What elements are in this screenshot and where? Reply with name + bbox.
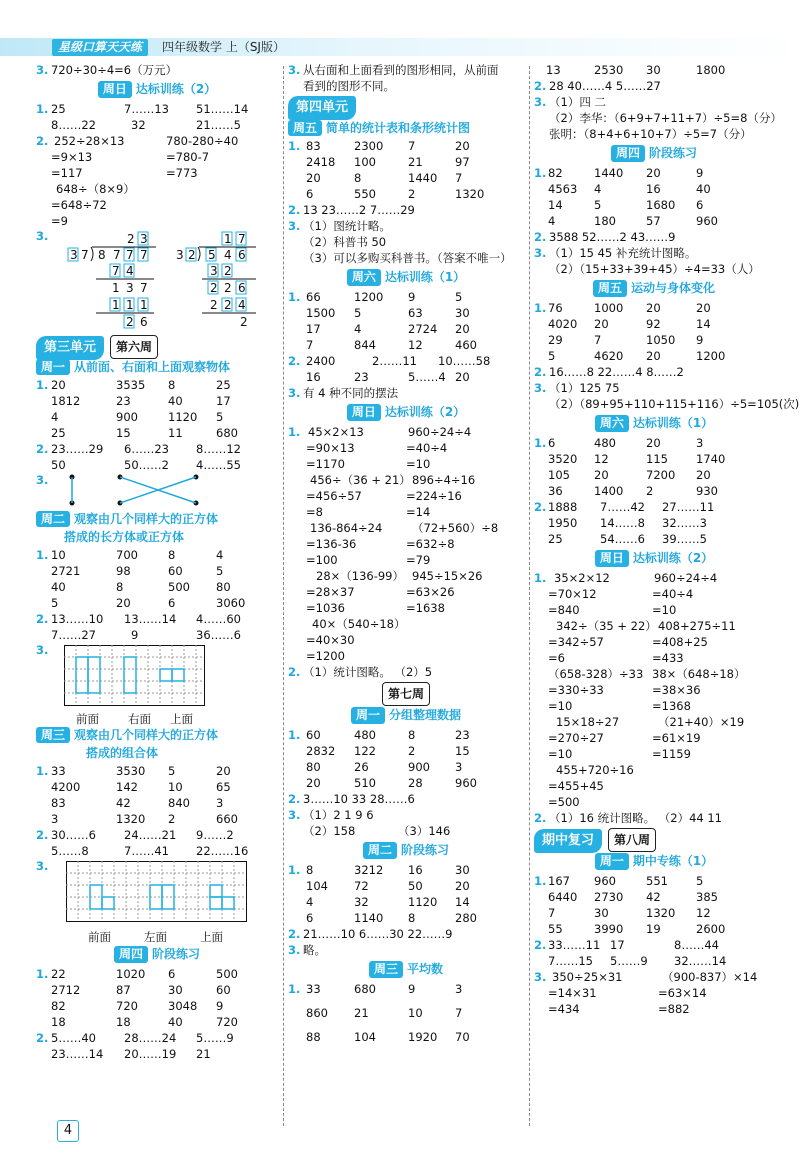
answer-row: 14 5 1680 6 <box>548 198 704 212</box>
svg-text:4: 4 <box>126 264 134 278</box>
answer-row: 1. 25 7……13 51……14 <box>36 102 249 116</box>
svg-text:3: 3 <box>126 281 134 295</box>
answer-row: =330÷33 =38×36 <box>548 683 701 697</box>
answer-row: =9 <box>51 214 68 228</box>
view-label: 上面 <box>170 712 193 726</box>
answer-row: 7……27 9 36……6 <box>51 628 241 642</box>
answer-row: 1. 33 680 9 3 <box>288 982 463 996</box>
answer-row: 17 4 2724 20 <box>306 322 470 336</box>
answer-row: 13 2530 30 1800 <box>546 63 726 77</box>
answer-row: 4 900 1120 5 <box>51 410 224 424</box>
answer-row: 36 1400 2 930 <box>548 484 718 498</box>
answer-row: =456÷57 =224÷16 <box>306 489 462 503</box>
answer-text: 略。 <box>303 943 326 957</box>
grid-views-figure: 3. 前面 右面 上面 <box>36 643 278 725</box>
answer-text: （1）统计图略。 （2）5 <box>303 665 433 679</box>
svg-text:3: 3 <box>176 248 184 262</box>
answer-text: 3……10 33 28……6 <box>303 792 415 806</box>
svg-text:3: 3 <box>210 264 218 278</box>
svg-text:7: 7 <box>112 264 120 278</box>
answer-row: =8 =14 <box>306 505 431 519</box>
answer-text: 720÷30÷4=6（万元） <box>51 63 178 77</box>
answer-text: 从右面和上面看到的图形相同，从前面 <box>303 63 499 77</box>
answer-row: =1200 <box>306 649 345 663</box>
svg-text:5: 5 <box>208 248 216 262</box>
svg-text:2: 2 <box>127 232 135 246</box>
answer-row: 20 510 28 960 <box>306 776 477 790</box>
section-heading: 周四 阶段练习 <box>607 145 701 162</box>
answer-row: =90×13 =40÷4 <box>306 441 448 455</box>
answer-row: 82 720 3048 9 <box>51 999 224 1013</box>
grid-views-diagram <box>66 861 266 927</box>
answer-row: 28×（136-99） 945÷15×26 <box>316 569 483 583</box>
answer-row: =28×37 =63×26 <box>306 585 455 599</box>
answer-row: 5 20 6 3060 <box>51 596 246 610</box>
long-division-diagram <box>36 229 276 333</box>
answer-row: 2. 13……10 13……14 4……60 <box>36 612 241 626</box>
answer-row: 1. 10 700 8 4 <box>36 548 224 562</box>
unit-heading: 第四单元 <box>288 96 524 118</box>
page-header <box>0 0 800 62</box>
answer-row: 2. 33……11 17 8……44 <box>534 938 719 952</box>
answer-row: 455+720÷16 <box>556 763 634 777</box>
answer-row: 88 104 1920 70 <box>306 1030 470 1044</box>
answer-row: =100 =79 <box>306 553 431 567</box>
svg-text:3: 3 <box>70 248 78 262</box>
answer-row: （658-328）÷33 38×（648÷18） <box>548 667 746 681</box>
answer-row: =270÷27 =61×19 <box>548 731 701 745</box>
svg-text:6: 6 <box>238 281 246 295</box>
answer-row: =10 =1368 <box>548 699 691 713</box>
answer-row: 1. 83 2300 7 20 <box>288 139 470 153</box>
answer-row: 1. 35×2×12 960÷24÷4 <box>534 571 718 585</box>
answer-row: =10 =1159 <box>548 747 691 761</box>
answer-row: 1. 82 1440 20 9 <box>534 166 704 180</box>
answer-text: （1）四 二 <box>549 95 606 109</box>
svg-text:7: 7 <box>140 248 148 262</box>
svg-text:1: 1 <box>112 281 120 295</box>
answer-row: 15×18÷27 （21+40）×19 <box>556 715 745 729</box>
svg-text:1: 1 <box>140 298 148 312</box>
answer-text: 16……8 22……4 8……2 <box>549 365 684 379</box>
answer-row: 1. 76 1000 20 20 <box>534 301 711 315</box>
section-heading: 周一 从前面、右面和上面观察物体 <box>36 359 278 375</box>
answer-row: 3 1320 2 660 <box>51 812 238 826</box>
answer-row: 2832 122 2 15 <box>306 744 470 758</box>
page-number: 4 <box>57 1120 79 1142</box>
answer-row: 1. 8 3212 16 30 <box>288 863 470 877</box>
column-divider <box>529 66 530 1126</box>
section-heading: 周三 平均数 <box>365 961 447 978</box>
long-division-figures: 3. 2 3 3 7 8 7 7 7 7 4 1 3 7 1 1 1 2 6 1 7 3 2 5 4 6 3 2 2 2 6 2 2 4 2 <box>36 229 278 333</box>
answer-text: （2）李华：（6+9+7+11+7）÷5=8（分） <box>549 111 782 125</box>
answer-row: 4 180 57 960 <box>548 214 718 228</box>
svg-text:7: 7 <box>238 232 246 246</box>
answer-row: 5 4620 20 1200 <box>548 349 726 363</box>
book-subtitle: 四年级数学 上（SJ版） <box>162 40 285 54</box>
answer-row: =70×12 =40÷4 <box>548 587 694 601</box>
answer-text: 21……10 6……30 22……9 <box>303 927 453 941</box>
answer-row: 83 42 840 3 <box>51 796 224 810</box>
answer-row: 29 7 1050 9 <box>548 333 704 347</box>
section-heading: 周五 运动与身体变化 <box>589 280 719 297</box>
answer-row: 25 54……6 39……5 <box>548 532 707 546</box>
view-label: 上面 <box>200 930 223 944</box>
answer-row: =14×31 =63×14 <box>548 986 707 1000</box>
answer-row: 860 21 10 7 <box>306 1006 463 1020</box>
svg-text:2: 2 <box>210 281 218 295</box>
answer-column-1: 3. 720÷30÷4=6（万元） 周日 达标训练（2） 1. 25 7……13 51……14 8……22 32 21……5 2. 252÷28×13 780-280÷40 =9×13 =780-7 =117 =773 648÷（8×9） =648÷72 =9 3. 2 3 3 7 8 7 7 7 7 4 1 3 7 1 1 1 2 6 1 7 3 2 5 4 6 3 2 2 2 6 2 2 4 2 第三单元 第六周 周一 从前面、右面和上面观察物体 1. 20 3535 8 25 1812 23 40 17 4 900 1120 5 25 15 11 680 2. 23……29 6……23 8……12 50 50……2 4……55 3. 周二 观察由几个同样大的正方体 搭成的长方体或正方体 1. 10 700 8 4 2721 98 60 5 40 8 500 80 5 20 6 3060 2. 13……10 13……14 4……60 7……27 9 36……6 3. 前面 右面 上面 周三 观察由几个同样大的正方体 搭成的组合体 1. 33 3530 5 20 4200 142 10 65 83 42 840 3 3 1320 2 660 2. 30……6 24……21 9……2 5……8 7……41 22……16 3. 前面 左面 上面 周四 阶段练习 1. 22 1020 6 500 2712 87 30 60 82 720 3048 9 18 18 40 720 2. 5……40 28……24 5……9 23……14 20……19 21 <box>36 62 278 1062</box>
svg-text:4: 4 <box>224 248 232 262</box>
answer-row: 1. 60 480 8 23 <box>288 728 470 742</box>
answer-row: 40×（540÷18） <box>312 617 406 631</box>
svg-text:7: 7 <box>81 248 89 262</box>
section-heading-line2: 搭成的长方体或正方体 <box>64 530 185 544</box>
answer-text: （2）科普书 50 <box>303 235 387 249</box>
answer-row: 8……22 32 21……5 <box>51 118 241 132</box>
answer-row: =1170 =10 <box>306 457 431 471</box>
matching-figure: 3. <box>36 473 278 509</box>
answer-text: （2）（15+33+39+45）÷4=33（人） <box>549 262 760 276</box>
answer-row: 105 20 7200 20 <box>548 468 711 482</box>
answer-row: 5……8 7……41 22……16 <box>51 844 249 858</box>
answer-row: 2. 252÷28×13 780-280÷40 <box>36 134 239 148</box>
svg-text:2: 2 <box>240 315 248 329</box>
answer-row: 50 50……2 4……55 <box>51 458 241 472</box>
grid-views-diagram <box>64 645 244 709</box>
answer-row: =1036 =1638 <box>306 601 445 615</box>
answer-text: （1）图统计略。 <box>303 219 391 233</box>
brand-label: 星级口算天天练 <box>52 39 148 56</box>
answer-text: （1）125 75 <box>549 381 620 395</box>
column-divider <box>283 66 284 1126</box>
answer-row: 1. 20 3535 8 25 <box>36 378 231 392</box>
answer-row: 6 550 2 1320 <box>306 187 485 201</box>
view-label: 前面 <box>88 930 111 944</box>
week-heading: 第七周 <box>288 682 524 704</box>
answer-row: =117 =773 <box>51 166 198 180</box>
answer-row: 1812 23 40 17 <box>51 394 231 408</box>
answer-row: 4563 4 16 40 <box>548 182 711 196</box>
answer-row: 1. 33 3530 5 20 <box>36 764 231 778</box>
answer-row: 136-864÷24 （72+560）÷8 <box>310 521 499 535</box>
section-heading: 周日 达标训练（2） <box>343 404 469 421</box>
answer-row: 6 1140 8 280 <box>306 911 477 925</box>
answer-row: 7……15 5……9 32……14 <box>548 954 727 968</box>
section-heading: 周四 阶段练习 <box>110 946 204 963</box>
unit-heading: 第三单元 第六周 <box>36 335 278 357</box>
answer-row: 2. 23……29 6……23 8……12 <box>36 442 241 456</box>
section-heading: 周日 达标训练（2） <box>94 81 220 98</box>
answer-row: =136-36 =632÷8 <box>306 537 455 551</box>
answer-row: 20 8 1440 7 <box>306 171 463 185</box>
section-heading: 周五 简单的统计表和条形统计图 <box>288 120 524 136</box>
section-heading: 周二 阶段练习 <box>359 842 453 859</box>
answer-row: 6440 2730 42 385 <box>548 890 718 904</box>
section-heading: 周六 达标训练（1） <box>343 269 469 286</box>
answer-row: 2. 30……6 24……21 9……2 <box>36 828 234 842</box>
answer-row: 7 844 12 460 <box>306 338 477 352</box>
view-label: 前面 <box>76 712 99 726</box>
answer-row: 23……14 20……19 21 <box>51 1047 211 1061</box>
answer-text: （3）可以多购买科普书。（答案不唯一） <box>303 251 512 265</box>
answer-row: 2712 87 30 60 <box>51 983 231 997</box>
svg-text:2: 2 <box>224 264 232 278</box>
answer-row: =648÷72 <box>51 198 107 212</box>
section-heading: 周二 观察由几个同样大的正方体 <box>36 511 278 527</box>
view-label: 右面 <box>128 712 151 726</box>
answer-row: =6 =433 <box>548 651 684 665</box>
answer-row: 80 26 900 3 <box>306 760 463 774</box>
svg-text:2: 2 <box>188 248 196 262</box>
answer-row: =455+45 <box>548 779 604 793</box>
answer-text: （1）15 45 补充统计图略。 <box>549 246 697 260</box>
answer-row: 7 30 1320 12 <box>548 906 711 920</box>
answer-column-3: 13 2530 30 1800 2. 28 40……4 5……27 3. （1）四 二 （2）李华：（6+9+7+11+7）÷5=8（分） 张明：（8+4+6+10+7）÷5=7（分） 周四 阶段练习 1. 82 1440 20 9 4563 4 16 40 14 5 1680 6 4 180 57 960 2. 3588 52……2 43……9 3. （1）15 45 补充统计图略。 （2）（15+33+39+45）÷4=33（人） 周五 运动与身体变化 1. 76 1000 20 20 4020 20 92 14 29 7 1050 9 5 4620 20 1200 2. 16……8 22……4 8……2 3. （1）125 75 （2）（89+95+110+115+116）÷5=105(次) 周六 达标训练（1） 1. 6 480 20 3 3520 12 115 1740 105 20 7200 20 36 1400 2 930 2. 1888 7……42 27……11 1950 14……8 32……3 25 54……6 39……5 周日 达标训练（2） 1. 35×2×12 960÷24÷4 =70×12 =40÷4 =840 =10 342÷（35 + 22） 408+275÷11 =342÷57 =408+25 =6 =433 （658-328）÷33 38×（648÷18） =330÷33 =38×36 =10 =1368 15×18÷27 （21+40）×19 =270÷27 =61×19 =10 =1159 455+720÷16 =455+45 =500 2. （1）16 统计图略。 （2）44 11 期中复习 第八周 周一 期中专练（1） 1. 167 960 551 5 6440 2730 42 385 7 30 1320 12 55 3990 19 2600 2. 33……11 17 8……44 7……15 5……9 32……14 3. 350÷25×31 （900-837）×14 =14×31 =63×14 =434 =882 <box>534 63 800 1016</box>
answer-row: =342÷57 =408+25 <box>548 635 708 649</box>
answer-row: 2. 5……40 28……24 5……9 <box>36 1031 234 1045</box>
answer-row: 1. 167 960 551 5 <box>534 874 704 888</box>
section-heading: 周六 达标训练（1） <box>591 415 717 432</box>
answer-text: 张明：（8+4+6+10+7）÷5=7（分） <box>549 127 752 141</box>
answer-row: 16 23 5……4 20 <box>306 370 470 384</box>
answer-row: 342÷（35 + 22） 408+275÷11 <box>556 619 736 633</box>
answer-row: 1500 5 63 30 <box>306 306 470 320</box>
answer-row: 40 8 500 80 <box>51 580 231 594</box>
unit-heading: 期中复习 第八周 <box>534 828 774 850</box>
answer-row: 1. 6 480 20 3 <box>534 436 704 450</box>
answer-text: 28 40……4 5……27 <box>549 79 661 93</box>
svg-text:2: 2 <box>126 315 134 329</box>
svg-text:2: 2 <box>210 298 218 312</box>
section-heading: 周三 观察由几个同样大的正方体 <box>36 727 278 743</box>
answer-text: （1）16 统计图略。 （2）44 11 <box>549 811 722 825</box>
answer-text: 3588 52……2 43……9 <box>549 230 676 244</box>
section-heading: 周一 分组整理数据 <box>347 707 465 724</box>
answer-row: 2. 1888 7……42 27……11 <box>534 500 715 514</box>
svg-text:7: 7 <box>113 248 121 262</box>
svg-text:6: 6 <box>140 315 148 329</box>
answer-row: =40×30 <box>306 633 355 647</box>
section-heading: 周日 达标训练（2） <box>591 550 717 567</box>
answer-text: 看到的图形不同。 <box>303 79 395 93</box>
answer-row: 1950 14……8 32……3 <box>548 516 707 530</box>
answer-row: =500 <box>548 795 580 809</box>
svg-text:4: 4 <box>238 298 246 312</box>
svg-text:8: 8 <box>98 248 106 262</box>
section-heading-line2: 搭成的组合体 <box>86 746 159 760</box>
answer-text: 13 23……2 7……29 <box>303 203 415 217</box>
answer-row: 55 3990 19 2600 <box>548 922 726 936</box>
answer-row: 2721 98 60 5 <box>51 564 224 578</box>
answer-row: 648÷（8×9） <box>56 182 135 196</box>
answer-row: 25 15 11 680 <box>51 426 238 440</box>
answer-row: 2. 2400 2……11 10……58 <box>288 354 491 368</box>
answer-row: 4200 142 10 65 <box>51 780 231 794</box>
svg-text:3: 3 <box>140 232 148 246</box>
answer-row: =434 =882 <box>548 1002 690 1016</box>
svg-text:2: 2 <box>224 281 232 295</box>
svg-text:7: 7 <box>140 281 148 295</box>
answer-text: （2）（89+95+110+115+116）÷5=105(次) <box>549 397 800 411</box>
answer-row: （2）158 （3）146 <box>303 824 451 838</box>
answer-text: 有 4 种不同的摆法 <box>303 386 399 400</box>
section-heading: 周一 期中专练（1） <box>591 853 717 870</box>
answer-row: 1. 66 1200 9 5 <box>288 290 463 304</box>
answer-row: 1. 22 1020 6 500 <box>36 967 238 981</box>
answer-row: =840 =10 <box>548 603 677 617</box>
answer-row: 4020 20 92 14 <box>548 317 711 331</box>
svg-text:7: 7 <box>126 248 134 262</box>
answer-row: 1. 45×2×13 960÷24÷4 <box>288 425 472 439</box>
answer-column-2: 3. 从右面和上面看到的图形相同，从前面 看到的图形不同。 第四单元 周五 简单的统计表和条形统计图 1. 83 2300 7 20 2418 100 21 97 20 8 1440 7 6 550 2 1320 2. 13 23……2 7……29 3. （1）图统计略。 （2）科普书 50 （3）可以多购买科普书。（答案不唯一） 周六 达标训练（1） 1. 66 1200 9 5 1500 5 63 30 17 4 2724 20 7 844 12 460 2. 2400 2……11 10……58 16 23 5……4 20 3. 有 4 种不同的摆法 周日 达标训练（2） 1. 45×2×13 960÷24÷4 =90×13 =40÷4 =1170 =10 456÷（36 + 21） 896÷4÷16 =456÷57 =224÷16 =8 =14 136-864÷24 （72+560）÷8 =136-36 =632÷8 =100 =79 28×（136-99） 945÷15×26 =28×37 =63×26 =1036 =1638 40×（540÷18） =40×30 =1200 2. （1）统计图略。 （2）5 第七周 周一 分组整理数据 1. 60 480 8 23 2832 122 2 15 80 26 900 3 20 510 28 960 2. 3……10 33 28……6 3. （1）2 1 9 6 （2）158 （3）146 周二 阶段练习 1. 8 3212 16 30 104 72 50 20 4 32 1120 14 6 1140 8 280 2. 21……10 6……30 22……9 3. 略。 周三 平均数 1. 33 680 9 3 860 21 10 7 88 104 1920 70 <box>288 62 524 1045</box>
answer-row: 3. 350÷25×31 （900-837）×14 <box>534 970 758 984</box>
svg-text:1: 1 <box>224 232 232 246</box>
matching-lines-diagram <box>36 473 236 509</box>
answer-row: 4 32 1120 14 <box>306 895 470 909</box>
answer-row: 456÷（36 + 21） 896÷4÷16 <box>310 473 476 487</box>
view-label: 左面 <box>144 930 167 944</box>
answer-text: （1）2 1 9 6 <box>303 808 374 822</box>
grid-views-figure: 3. 前面 左面 上面 <box>36 859 278 943</box>
answer-row: 2418 100 21 97 <box>306 155 470 169</box>
answer-row: =9×13 =780-7 <box>51 150 210 164</box>
answer-row: 18 18 40 720 <box>51 1015 238 1029</box>
svg-text:6: 6 <box>238 248 246 262</box>
svg-text:1: 1 <box>112 298 120 312</box>
answer-row: 3520 12 115 1740 <box>548 452 726 466</box>
svg-text:2: 2 <box>224 298 232 312</box>
answer-row: 104 72 50 20 <box>306 879 470 893</box>
svg-text:1: 1 <box>126 298 134 312</box>
